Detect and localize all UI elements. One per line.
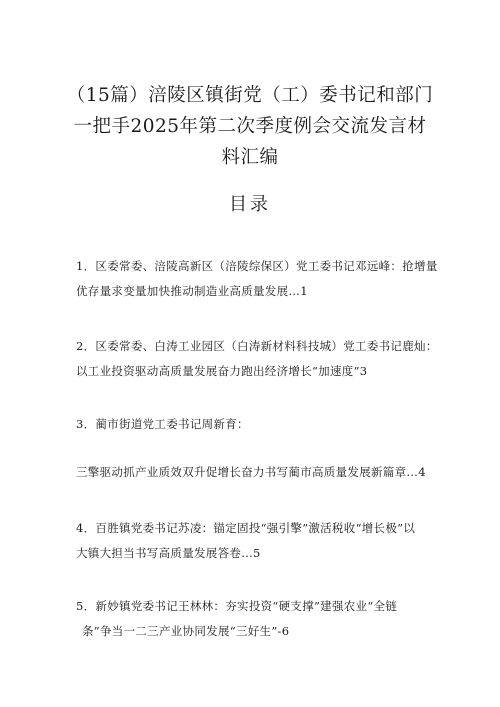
title-line-3: 料汇编 [221, 147, 279, 168]
toc-entry-5[interactable] [76, 594, 436, 644]
toc-entry-1-line-2: 优存量求变量加快推动制造业高质量发展…1 [76, 284, 308, 298]
toc-entry-5-line-1: 5．新妙镇党委书记王林林：夯实投资“硬支撑”建强农业“全链 [76, 599, 398, 613]
toc-entry-2-line-2: 以工业投资驱动高质量发展奋力跑出经济增长“加速度”3 [76, 364, 368, 378]
toc-entry-2-line-1: 2．区委常委、白涛工业园区（白涛新材料科技城）党工委书记鹿灿： [76, 339, 438, 353]
toc-entry-3-line-2: 三擎驱动抓产业质效双升促增长奋力书写蔺市高质量发展新篇章…4 [76, 465, 426, 479]
title-line-2: 一把手2025年第二次季度例会交流发言材 [73, 116, 427, 137]
document-title [60, 80, 440, 173]
toc-entry-3-continuation[interactable] [76, 460, 436, 485]
toc-entry-1-line-1: 1．区委常委、涪陵高新区（涪陵综保区）党工委书记邓远峰：抢增量 [76, 259, 438, 273]
toc-entry-2[interactable] [76, 334, 436, 384]
toc-entry-4[interactable] [76, 516, 436, 566]
toc-heading: 目录 [229, 194, 271, 215]
toc-entry-4-line-1: 4．百胜镇党委书记苏凌：锚定固投“强引擎”激活税收“增长极”以 [76, 521, 416, 535]
title-line-1: （15篇）涪陵区镇街党（工）委书记和部门 [66, 85, 434, 106]
toc-entry-4-line-2: 大镇大担当书写高质量发展答卷…5 [76, 546, 261, 560]
toc-entry-1[interactable] [76, 254, 436, 304]
toc-entry-3[interactable] [76, 412, 436, 437]
toc-entry-5-line-2: 条”争当一二三产业协同发展“三好生”-6 [82, 624, 290, 638]
toc-entry-3-line-1: 3．蔺市街道党工委书记周新育： [76, 417, 249, 431]
